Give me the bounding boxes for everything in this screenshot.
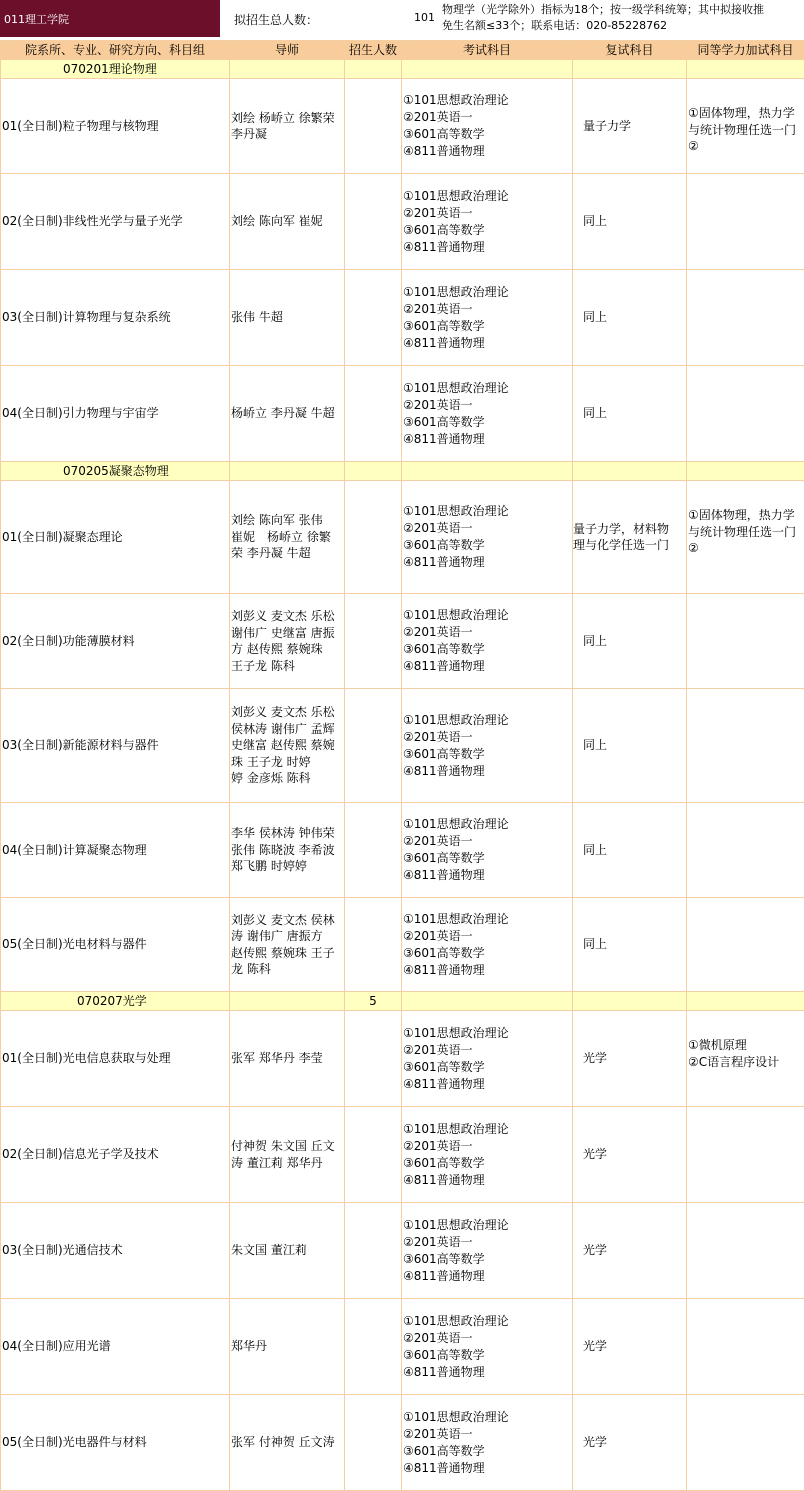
- additional-line: ①微机原理: [688, 1037, 803, 1054]
- tutor-line: 刘绘 陈向军 张伟: [231, 512, 343, 529]
- research-direction: 02(全日制)信息光子学及技术: [1, 1107, 230, 1203]
- research-direction: 01(全日制)凝聚态理论: [1, 481, 230, 594]
- exam-subjects: [402, 803, 573, 898]
- exam-subject: ④811普通物理: [403, 1172, 571, 1189]
- exam-subject: ③601高等数学: [403, 945, 571, 962]
- additional-subjects: [687, 1107, 804, 1203]
- group-add-cell: [687, 992, 804, 1011]
- exam-subject: ③601高等数学: [403, 318, 571, 335]
- table-row: [1, 79, 804, 174]
- additional-line: 与统计物理任选一门: [688, 524, 803, 541]
- group-add-cell: [687, 462, 804, 481]
- college-name: 011理工学院: [0, 0, 220, 37]
- col-header-exam: 考试科目: [402, 41, 573, 60]
- exam-subject: ③601高等数学: [403, 1251, 571, 1268]
- research-direction: 03(全日制)计算物理与复杂系统: [1, 270, 230, 366]
- retest-line: 光学: [583, 1146, 685, 1163]
- table-row: [1, 803, 804, 898]
- exam-subject: ③601高等数学: [403, 414, 571, 431]
- research-direction: 03(全日制)光通信技术: [1, 1203, 230, 1299]
- exam-subject: ③601高等数学: [403, 1155, 571, 1172]
- additional-subjects: [687, 1011, 804, 1107]
- tutor-cell: [230, 174, 345, 270]
- count-cell: [345, 174, 402, 270]
- table-row: [1, 898, 804, 992]
- exam-subject: ①101思想政治理论: [403, 92, 571, 109]
- exam-subject: ①101思想政治理论: [403, 1217, 571, 1234]
- tutor-cell: [230, 1203, 345, 1299]
- table-row: [1, 1395, 804, 1491]
- tutor-line: 杨峤立 李丹凝 牛超: [231, 405, 343, 422]
- exam-subject: ①101思想政治理论: [403, 380, 571, 397]
- tutor-line: 荣 李丹凝 牛超: [231, 545, 343, 562]
- group-count: [345, 462, 402, 481]
- count-cell: [345, 803, 402, 898]
- additional-subjects: [687, 1203, 804, 1299]
- table-row: [1, 1011, 804, 1107]
- tutor-line: 珠 王子龙 时婷: [231, 754, 343, 771]
- group-retest-cell: [573, 462, 687, 481]
- tutor-cell: [230, 898, 345, 992]
- count-cell: [345, 594, 402, 689]
- additional-subjects: [687, 1299, 804, 1395]
- retest-subjects: [573, 1395, 687, 1491]
- exam-subject: ④811普通物理: [403, 1076, 571, 1093]
- tutor-line: 涛 董江莉 郑华丹: [231, 1155, 343, 1172]
- group-name: 070205凝聚态物理: [1, 462, 230, 481]
- tutor-line: 刘绘 陈向军 崔妮: [231, 213, 343, 230]
- tutor-cell: [230, 270, 345, 366]
- research-direction: 02(全日制)非线性光学与量子光学: [1, 174, 230, 270]
- col-header-retest: 复试科目: [573, 41, 687, 60]
- retest-line: 光学: [583, 1434, 685, 1451]
- additional-subjects: [687, 803, 804, 898]
- table-row: [1, 1299, 804, 1395]
- tutor-line: 刘彭义 麦文杰 侯林: [231, 912, 343, 929]
- tutor-line: 方 赵传熙 蔡婉珠: [231, 641, 343, 658]
- exam-subjects: [402, 1107, 573, 1203]
- retest-subjects: [573, 803, 687, 898]
- exam-subject: ④811普通物理: [403, 554, 571, 571]
- exam-subjects: [402, 594, 573, 689]
- retest-line: 光学: [583, 1242, 685, 1259]
- research-direction: 04(全日制)引力物理与宇宙学: [1, 366, 230, 462]
- table-row: [1, 270, 804, 366]
- additional-subjects: [687, 270, 804, 366]
- exam-subject: ②201英语一: [403, 1234, 571, 1251]
- count-cell: [345, 1203, 402, 1299]
- exam-subject: ①101思想政治理论: [403, 712, 571, 729]
- research-direction: 02(全日制)功能薄膜材料: [1, 594, 230, 689]
- exam-subject: ①101思想政治理论: [403, 607, 571, 624]
- exam-subject: ③601高等数学: [403, 1059, 571, 1076]
- exam-subject: ④811普通物理: [403, 143, 571, 160]
- retest-subjects: [573, 366, 687, 462]
- additional-subjects: [687, 481, 804, 594]
- group-row: [1, 992, 804, 1011]
- research-direction: 01(全日制)粒子物理与核物理: [1, 79, 230, 174]
- tutor-line: 龙 陈科: [231, 961, 343, 978]
- note-line-2: 免生名额≤33个；联系电话：020-85228762: [442, 18, 804, 34]
- exam-subject: ②201英语一: [403, 205, 571, 222]
- program-table: [0, 40, 804, 1491]
- group-row: [1, 60, 804, 79]
- retest-subjects: [573, 1107, 687, 1203]
- retest-line: 同上: [583, 842, 685, 859]
- group-name: 070201理论物理: [1, 60, 230, 79]
- exam-subject: ①101思想政治理论: [403, 188, 571, 205]
- exam-subject: ①101思想政治理论: [403, 816, 571, 833]
- exam-subject: ②201英语一: [403, 109, 571, 126]
- tutor-cell: [230, 1011, 345, 1107]
- exam-subject: ②201英语一: [403, 729, 571, 746]
- exam-subject: ③601高等数学: [403, 537, 571, 554]
- table-row: [1, 481, 804, 594]
- count-cell: [345, 689, 402, 803]
- tutor-line: 李华 侯林涛 钟伟荣: [231, 825, 343, 842]
- tutor-line: 刘彭义 麦文杰 乐松: [231, 704, 343, 721]
- exam-subject: ③601高等数学: [403, 222, 571, 239]
- exam-subject: ②201英语一: [403, 520, 571, 537]
- exam-subject: ②201英语一: [403, 301, 571, 318]
- tutor-line: 张军 郑华丹 李莹: [231, 1050, 343, 1067]
- research-direction: 03(全日制)新能源材料与器件: [1, 689, 230, 803]
- exam-subjects: [402, 366, 573, 462]
- tutor-cell: [230, 689, 345, 803]
- tutor-cell: [230, 1299, 345, 1395]
- count-cell: [345, 366, 402, 462]
- plan-total-value: 101: [410, 11, 435, 24]
- table-header-row: [1, 41, 804, 60]
- exam-subject: ④811普通物理: [403, 962, 571, 979]
- table-row: [1, 1107, 804, 1203]
- group-tutor-cell: [230, 462, 345, 481]
- tutor-line: 郑华丹: [231, 1338, 343, 1355]
- count-cell: [345, 481, 402, 594]
- tutor-cell: [230, 366, 345, 462]
- retest-line: 量子力学: [583, 118, 685, 135]
- exam-subjects: [402, 1299, 573, 1395]
- col-header-direction: 院系所、专业、研究方向、科目组: [1, 41, 230, 60]
- additional-subjects: [687, 1395, 804, 1491]
- tutor-line: 郑飞鹏 时婷婷: [231, 858, 343, 875]
- exam-subject: ④811普通物理: [403, 763, 571, 780]
- table-body: [1, 60, 804, 1491]
- retest-subjects: [573, 174, 687, 270]
- group-retest-cell: [573, 60, 687, 79]
- group-exam-cell: [402, 462, 573, 481]
- tutor-line: 崔妮 杨峤立 徐繁: [231, 529, 343, 546]
- exam-subject: ①101思想政治理论: [403, 503, 571, 520]
- retest-subjects: [573, 1011, 687, 1107]
- count-cell: [345, 79, 402, 174]
- count-cell: [345, 270, 402, 366]
- col-header-tutor: 导师: [230, 41, 345, 60]
- research-direction: 04(全日制)计算凝聚态物理: [1, 803, 230, 898]
- enrollment-note: [442, 2, 804, 34]
- note-line-1: 物理学（光学除外）指标为18个；按一级学科统筹；其中拟接收推: [442, 2, 804, 18]
- retest-line: 同上: [583, 405, 685, 422]
- tutor-line: 刘绘 杨峤立 徐繁荣: [231, 110, 343, 127]
- retest-line: 光学: [583, 1338, 685, 1355]
- additional-subjects: [687, 898, 804, 992]
- additional-subjects: [687, 689, 804, 803]
- exam-subject: ②201英语一: [403, 624, 571, 641]
- exam-subject: ②201英语一: [403, 1426, 571, 1443]
- tutor-cell: [230, 79, 345, 174]
- exam-subjects: [402, 270, 573, 366]
- exam-subject: ②201英语一: [403, 1042, 571, 1059]
- retest-line: 同上: [583, 633, 685, 650]
- tutor-line: 王子龙 陈科: [231, 658, 343, 675]
- exam-subjects: [402, 1203, 573, 1299]
- col-header-additional: 同等学力加试科目: [687, 41, 804, 60]
- table-row: [1, 1203, 804, 1299]
- col-header-count: 招生人数: [345, 41, 402, 60]
- retest-line: 理与化学任选一门: [573, 537, 685, 554]
- retest-line: 量子力学，材料物: [573, 521, 685, 538]
- tutor-line: 张伟 牛超: [231, 309, 343, 326]
- retest-subjects: [573, 689, 687, 803]
- tutor-line: 刘彭义 麦文杰 乐松: [231, 608, 343, 625]
- tutor-line: 史继富 赵传熙 蔡婉: [231, 737, 343, 754]
- tutor-cell: [230, 803, 345, 898]
- additional-subjects: [687, 366, 804, 462]
- exam-subject: ③601高等数学: [403, 850, 571, 867]
- exam-subjects: [402, 1395, 573, 1491]
- retest-line: 同上: [583, 309, 685, 326]
- retest-subjects: [573, 481, 687, 594]
- exam-subjects: [402, 79, 573, 174]
- exam-subject: ①101思想政治理论: [403, 1121, 571, 1138]
- additional-line: ②: [688, 138, 803, 155]
- additional-line: ①固体物理，热力学: [688, 105, 803, 122]
- tutor-line: 婷 金彦烁 陈科: [231, 770, 343, 787]
- tutor-cell: [230, 594, 345, 689]
- tutor-cell: [230, 481, 345, 594]
- group-name: 070207光学: [1, 992, 230, 1011]
- page-header: [0, 0, 804, 40]
- research-direction: 01(全日制)光电信息获取与处理: [1, 1011, 230, 1107]
- tutor-line: 张伟 陈晓波 李希波: [231, 842, 343, 859]
- group-count: [345, 60, 402, 79]
- exam-subjects: [402, 898, 573, 992]
- additional-subjects: [687, 174, 804, 270]
- additional-line: ②C语言程序设计: [688, 1054, 803, 1071]
- tutor-cell: [230, 1107, 345, 1203]
- group-add-cell: [687, 60, 804, 79]
- exam-subject: ①101思想政治理论: [403, 911, 571, 928]
- exam-subject: ③601高等数学: [403, 1347, 571, 1364]
- tutor-line: 张军 付神贺 丘文涛: [231, 1434, 343, 1451]
- retest-line: 同上: [583, 936, 685, 953]
- exam-subject: ④811普通物理: [403, 658, 571, 675]
- count-cell: [345, 898, 402, 992]
- plan-total-label: 拟招生总人数：: [234, 11, 318, 28]
- count-cell: [345, 1107, 402, 1203]
- exam-subject: ②201英语一: [403, 1330, 571, 1347]
- research-direction: 05(全日制)光电材料与器件: [1, 898, 230, 992]
- retest-subjects: [573, 1203, 687, 1299]
- exam-subjects: [402, 174, 573, 270]
- exam-subject: ③601高等数学: [403, 1443, 571, 1460]
- group-row: [1, 462, 804, 481]
- exam-subjects: [402, 1011, 573, 1107]
- additional-line: ①固体物理，热力学: [688, 507, 803, 524]
- count-cell: [345, 1011, 402, 1107]
- exam-subject: ④811普通物理: [403, 1460, 571, 1477]
- tutor-line: 付神贺 朱文国 丘文: [231, 1138, 343, 1155]
- group-retest-cell: [573, 992, 687, 1011]
- tutor-line: 涛 谢伟广 唐振方: [231, 928, 343, 945]
- count-cell: [345, 1395, 402, 1491]
- research-direction: 04(全日制)应用光谱: [1, 1299, 230, 1395]
- exam-subject: ②201英语一: [403, 1138, 571, 1155]
- exam-subject: ④811普通物理: [403, 1268, 571, 1285]
- additional-line: 与统计物理任选一门: [688, 122, 803, 139]
- exam-subject: ④811普通物理: [403, 867, 571, 884]
- tutor-line: 侯林涛 谢伟广 孟辉: [231, 721, 343, 738]
- exam-subject: ①101思想政治理论: [403, 1409, 571, 1426]
- table-row: [1, 689, 804, 803]
- table-row: [1, 594, 804, 689]
- tutor-cell: [230, 1395, 345, 1491]
- additional-line: ②: [688, 540, 803, 557]
- exam-subjects: [402, 481, 573, 594]
- exam-subject: ④811普通物理: [403, 335, 571, 352]
- tutor-line: 李丹凝: [231, 126, 343, 143]
- group-tutor-cell: [230, 992, 345, 1011]
- group-exam-cell: [402, 60, 573, 79]
- exam-subject: ①101思想政治理论: [403, 1025, 571, 1042]
- retest-subjects: [573, 270, 687, 366]
- tutor-line: 谢伟广 史继富 唐振: [231, 625, 343, 642]
- exam-subject: ④811普通物理: [403, 239, 571, 256]
- exam-subject: ③601高等数学: [403, 641, 571, 658]
- group-tutor-cell: [230, 60, 345, 79]
- tutor-line: 朱文国 董江莉: [231, 1242, 343, 1259]
- exam-subject: ②201英语一: [403, 833, 571, 850]
- retest-line: 同上: [583, 213, 685, 230]
- count-cell: [345, 1299, 402, 1395]
- group-count: 5: [345, 992, 402, 1011]
- retest-subjects: [573, 594, 687, 689]
- exam-subject: ③601高等数学: [403, 126, 571, 143]
- retest-line: 同上: [583, 737, 685, 754]
- retest-subjects: [573, 1299, 687, 1395]
- group-exam-cell: [402, 992, 573, 1011]
- table-row: [1, 366, 804, 462]
- exam-subject: ③601高等数学: [403, 746, 571, 763]
- exam-subject: ②201英语一: [403, 397, 571, 414]
- exam-subject: ④811普通物理: [403, 1364, 571, 1381]
- additional-subjects: [687, 79, 804, 174]
- exam-subject: ①101思想政治理论: [403, 284, 571, 301]
- tutor-line: 赵传熙 蔡婉珠 王子: [231, 945, 343, 962]
- exam-subjects: [402, 689, 573, 803]
- retest-line: 光学: [583, 1050, 685, 1067]
- exam-subject: ①101思想政治理论: [403, 1313, 571, 1330]
- retest-subjects: [573, 79, 687, 174]
- additional-subjects: [687, 594, 804, 689]
- retest-subjects: [573, 898, 687, 992]
- exam-subject: ②201英语一: [403, 928, 571, 945]
- exam-subject: ④811普通物理: [403, 431, 571, 448]
- table-row: [1, 174, 804, 270]
- research-direction: 05(全日制)光电器件与材料: [1, 1395, 230, 1491]
